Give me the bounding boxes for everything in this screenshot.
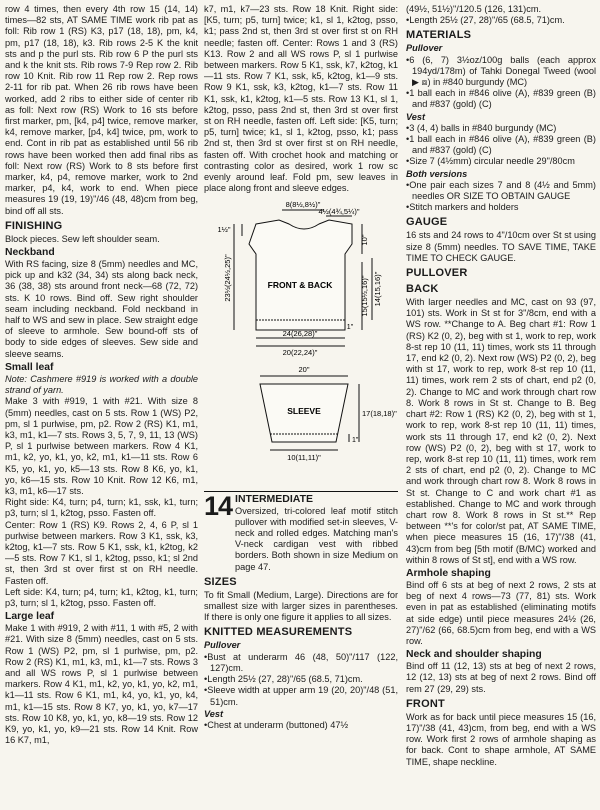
pattern-number: 14 <box>204 491 233 522</box>
front-back-label: FRONT & BACK <box>267 280 333 291</box>
large-leaf-continued-text: k7, m1, k7—23 sts. Row 18 Knit. Right side: [K5, turn; p5, turn] twice; k1, sl 1, k2tog, psso, k1; pass 2nd st, then 3rd st over first st on RH needle; fasten off. Center: Rows 1 and 3 (RS) K13. Row 2 and all WS rows P, sl 1 purlwise between markers. Row 5 K1, ssk, k7, k2tog, k1—11 sts. Row 7 K1, ssk, k5, k2tog, k1—9 sts. Row 9 K1, ssk, k3, k2tog, k1—7 sts. Row 11 K1, ssk, k1, k2tog, k1—5 sts. Row 13 K1, sl 1, k2tog, psso, pass 2nd st, then 3rd st over first st on RH needle, fasten off. Left side: [K5, turn; p5, turn] twice; k1, sl 1, k2tog, psso, k1; pass 2nd st, then 3rd st over first st on RH needle, fasten off. With crochet hook and matching or contrasting color as desired, work 1 row sc evenly around leaf. Fold pm, sew leaves in place along front and sleeve edges. <box>204 4 398 194</box>
pattern-description: Oversized, tri-colored leaf motif stitch pullover with modified set-in sleeves, V-neck and rolled edges. Matching man's V-neck cardigan vest with ribbed borders. Both shown in size Medium on page 47. <box>235 505 398 572</box>
small-leaf-right-side: Right side: K4, turn; p4, turn; k1, ssk, k1, turn; p3, turn; sl 1, k2tog, psso. Fasten off. <box>5 497 198 519</box>
back-text: With larger needles and MC, cast on 93 (97, 101) sts. Work in St st for 3"/8cm, end with a WS row. **Change to A. Beg chart #1: Row 1 (RS) K2 (0, 2), beg with st 1, work to rep, work 8-st rep 10 (11, 11) times, work sts 11 through 17, end k2 (0, 2). Next row (WS) P2 (0, 2), beg with st 17, work to rep, work 8-st rep 10 (11, 11) times, work rem 2 sts of chart, end p2 (0, 2). Change to MC and work through chart row 8. Work 8 rows in St st. Change to B. Beg chart #2: Row 1 (RS) K2 (0, 2), beg with st 1, work to rep, work 8-st rep 10 (11, 11) times, work sts 11 through 17, end k2 (0, 2). Next row (WS) P2 (0, 2), beg with st 17, work to rep, work 8-st rep 10 (11, 11) times, work rem 2 sts of chart, end p2 (0, 2). Change to MC and work through chart row 8. Work 8 rows in St st. Change to C and work chart #1 as established. Change to MC and work through chart row 8. Work 8 rows in St st.** Rep between **'s for color/st pat, AT SAME TIME, when piece measures 15 (16, 17)"/38 (41, 43)cm from beg [5th motif (B/MC) worked and within 8 rows of St st], end with a WS row. <box>406 297 596 565</box>
dim-armhole: 10" <box>360 234 369 246</box>
small-leaf-left-side: Left side: K4, turn; p4, turn; k1, k2tog, k1, turn; p3, turn; sl 1, k2tog, psso. Fasten off. <box>5 586 198 608</box>
material-item: • Stitch markers and holders <box>406 202 596 213</box>
dim-sleeve-length: 17(18,18)" <box>362 409 397 419</box>
sleeve-label: SLEEVE <box>287 406 321 417</box>
back-heading: BACK <box>406 283 439 296</box>
sizes-heading: SIZES <box>204 575 237 588</box>
dim-neck-drop: 1½" <box>217 225 231 235</box>
neckband-heading: Neckband <box>5 247 55 259</box>
dim-length: 23½(24½,25)" <box>223 254 232 303</box>
column-right <box>406 4 596 808</box>
measurement-item: • Sleeve width at upper arm 19 (20, 20)"/48 (51, 51)cm. <box>204 685 398 707</box>
armhole-heading: Armhole shaping <box>406 567 491 579</box>
material-item: • One pair each sizes 7 and 8 (4½ and 5mm) needles OR SIZE TO OBTAIN GAUGE <box>406 180 596 202</box>
material-item: • Size 7 (4½mm) circular needle 29"/80cm <box>406 156 596 167</box>
measurement-item: • Bust at underarm 46 (48, 50)"/117 (122, 127)cm. <box>204 652 398 674</box>
dim-hem: 1" <box>346 324 354 332</box>
small-leaf-center: Center: Row 1 (RS) K9. Rows 2, 4, 6 P, sl 1 purlwise between markers. Row 3 K1, ssk, k3, k2tog, k1—7 sts. Row 5 K1, ssk, k1, k2tog, k2—5 sts. Row 7 K1, sl 1, k2tog, psso, k1; sl 2nd st, then 3rd st over first st on RH needle. Fasten off. <box>5 519 198 586</box>
dim-bottom-rib: 24(26,28)" <box>282 329 318 339</box>
column-left <box>5 4 198 808</box>
large-leaf-heading: Large leaf <box>5 611 55 623</box>
gauge-text: 16 sts and 24 rows to 4"/10cm over St st using size 8 (5mm) needles. TO SAVE TIME, TAKE TIME TO CHECK GAUGE. <box>406 230 596 263</box>
dim-side: 15(15½,16)" <box>360 275 369 317</box>
dim-side-inner: 14(15,16)" <box>373 272 382 307</box>
armhole-text: Bind off 6 sts at beg of next 2 rows, 2 sts at beg of next 4 rows—73 (77, 81) sts. Work even in pat as established (eliminating motifs at side edge) until piece measures 24½ (26, 27)"/62 (66, 68.5)cm from beg, end with a WS row. <box>406 579 596 646</box>
material-item: • 1 ball each in #846 olive (A), #839 green (B) and #837 (gold) (C) <box>406 88 596 110</box>
vest-chest-cont: (49½, 51½)"/120.5 (126, 131)cm. <box>406 4 542 14</box>
front-heading: FRONT <box>406 697 445 710</box>
column-middle <box>204 4 398 808</box>
dim-sleeve-cuff: 10(11,11)" <box>287 453 321 463</box>
vest-label: Vest <box>204 708 224 719</box>
pattern-header <box>204 491 398 572</box>
section-divider <box>204 491 398 492</box>
small-leaf-heading: Small leaf <box>5 361 54 373</box>
material-item: • 3 (4, 4) balls in #840 burgundy (MC) <box>406 123 596 134</box>
pattern-title: INTERMEDIATE <box>235 493 314 506</box>
front-back-outline <box>249 220 352 330</box>
gauge-heading: GAUGE <box>406 216 448 229</box>
material-item: • 1 ball each in #846 olive (A), #839 green (B) and #837 (gold) (C) <box>406 134 596 156</box>
front-text: Work as for back until piece measures 15 (16, 17)"/38 (41, 43)cm, from beg, end with a WS row. Work first 2 rows of armhole shaping as for back. Cont to shape armhole, AT SAME TIME, shape neckline. <box>406 711 596 767</box>
material-item: • 6 (6, 7) 3½oz/100g balls (each approx 194yd/178m) of Tahki Donegal Tweed (wool ▶ ⧈) in #840 burgundy (MC) <box>406 55 596 89</box>
dim-shoulder: 4½(4¾,5¼)" <box>318 207 360 217</box>
small-leaf-note: Note: Cashmere #919 is worked with a double strand of yarn. <box>5 373 198 396</box>
both-versions-label: Both versions <box>406 168 468 179</box>
pullover-heading: PULLOVER <box>406 267 468 280</box>
vest-length: • Length 25½ (27, 28)"/65 (68.5, 71)cm. <box>406 15 596 26</box>
materials-heading: MATERIALS <box>406 29 472 42</box>
neck-shoulder-heading: Neck and shoulder shaping <box>406 649 542 661</box>
finishing-heading: FINISHING <box>5 219 63 232</box>
knitted-measurements-heading: KNITTED MEASUREMENTS <box>204 626 353 639</box>
rib-pattern-text: row 4 times, then every 4th row 15 (14, 14) times—82 sts, AT SAME TIME work rib pat as foll: Rib row 1 (RS) K3, p17 (18, 18), pm, k4, pm, p17 (18, 18), k3. Rib rows 2-5 K the knit sts and p the purl sts. Rib row 6 P the purl sts and k the knit sts. Rib rows 7-9 Rep row 2. Rib row 10 Knit. Rib row 11 Rep row 2. Rep rows 2-11 for rib pat. When 26 rib rows have been worked, add 2 ribs to either side of center rib as foll: Next row (RS) Work to 16 sts before first marker, pm, [k4, p4] twice, remove marker, k4, remove marker, [p4, k4] twice, pm, work to end. Cont in rib pat as established until 56 rib rows have been worked then add final ribs as foll: Next row (RS) Work to 8 sts before first marker, k4, p4, remove marker, work to 2nd marker, p4, k4, work to end. When piece measures 19 (19, 19)"/46 (48, 48)cm from beg, bind off all sts. <box>5 4 198 216</box>
dim-bottom: 20(22,24)" <box>282 348 318 358</box>
neck-shoulder-text: Bind off 11 (12, 13) sts at beg of next 2 rows, 12 (12, 13) sts at beg of next 2 rows. Bind off rem 27 (29, 29) sts. <box>406 661 596 694</box>
pullover-label: Pullover <box>204 640 241 651</box>
small-leaf-text: Make 3 with #919, 1 with #21. With size 8 (5mm) needles, cast on 5 sts. Row 1 (WS) P2, pm, sl 1 purlwise, pm, p2. Row 2 (RS) K1, m1, k3, m1, k1—7 sts. Rows 3, 5, 7, 9, 11, 13 (WS) P, sl 1 purlwise between markers. Row 4 K1, m1, k2, yo, k1, yo, k2, m1, k1—11 sts. Row 6 K5, yo, k1, yo, k5—13 sts. Row 8 K6, yo, k1, yo, k6—15 sts. Row 10 Knit. Row 12 K6, m1, k3, m1, k6—17 sts. <box>5 396 198 496</box>
sizes-text: To fit Small (Medium, Large). Directions are for smallest size with larger sizes in parentheses. If there is only one figure it applies to all sizes. <box>204 589 398 623</box>
large-leaf-text: Make 1 with #919, 2 with #11, 1 with #5, 2 with #21. With size 8 (5mm) needles, cast on 5 sts. Row 1 (WS) P2, pm, sl 1 purlwise, pm, p2. Row 2 (RS) K1, m1, k3, m1, k1—7 sts. Rows 3 and all WS rows P, sl 1 purlwise between markers. Row 4 K1, m1, k2, yo, k1, yo, k2, m1, k1—11 sts. Row 6 K1, m1, k4, yo, k1, yo, k4, m1, k1—15 sts. Row 8 K7, yo, k1, yo, k7—17 sts. Row 10 K8, yo, k1, yo, k8—19 sts. Row 12 K9, yo, k1, yo, k9—21 sts. Row 14 Knit. Row 16 K7, m1, <box>5 623 198 746</box>
neckband-text: With RS facing, size 8 (5mm) needles and MC, pick up and k32 (34, 34) sts along back neck, 36 (38, 38) sts around front neck—68 (72, 72) sts. K 10 rows. Bind off. Sew right shoulder seam including neckband. Fold neckband in half to WS and sew in place. Sew straight edge of sleeve to armhole. Sew bound-off sts of body to side edges of sleeves. Sew side and sleeve seams. <box>5 259 198 359</box>
measurement-item: • Length 25½ (27, 28)"/65 (68.5, 71)cm. <box>204 674 398 685</box>
dim-top: 8(8½,8½)" <box>285 200 321 210</box>
vest-label: Vest <box>406 111 426 122</box>
dim-sleeve-rib: 1" <box>352 437 359 445</box>
measurement-item: • Chest at underarm (buttoned) 47½ <box>204 720 398 731</box>
pullover-label: Pullover <box>406 43 443 54</box>
finishing-text: Block pieces. Sew left shoulder seam. <box>5 233 160 244</box>
schematic-diagram <box>204 196 398 488</box>
dim-sleeve-top: 20" <box>298 365 310 375</box>
